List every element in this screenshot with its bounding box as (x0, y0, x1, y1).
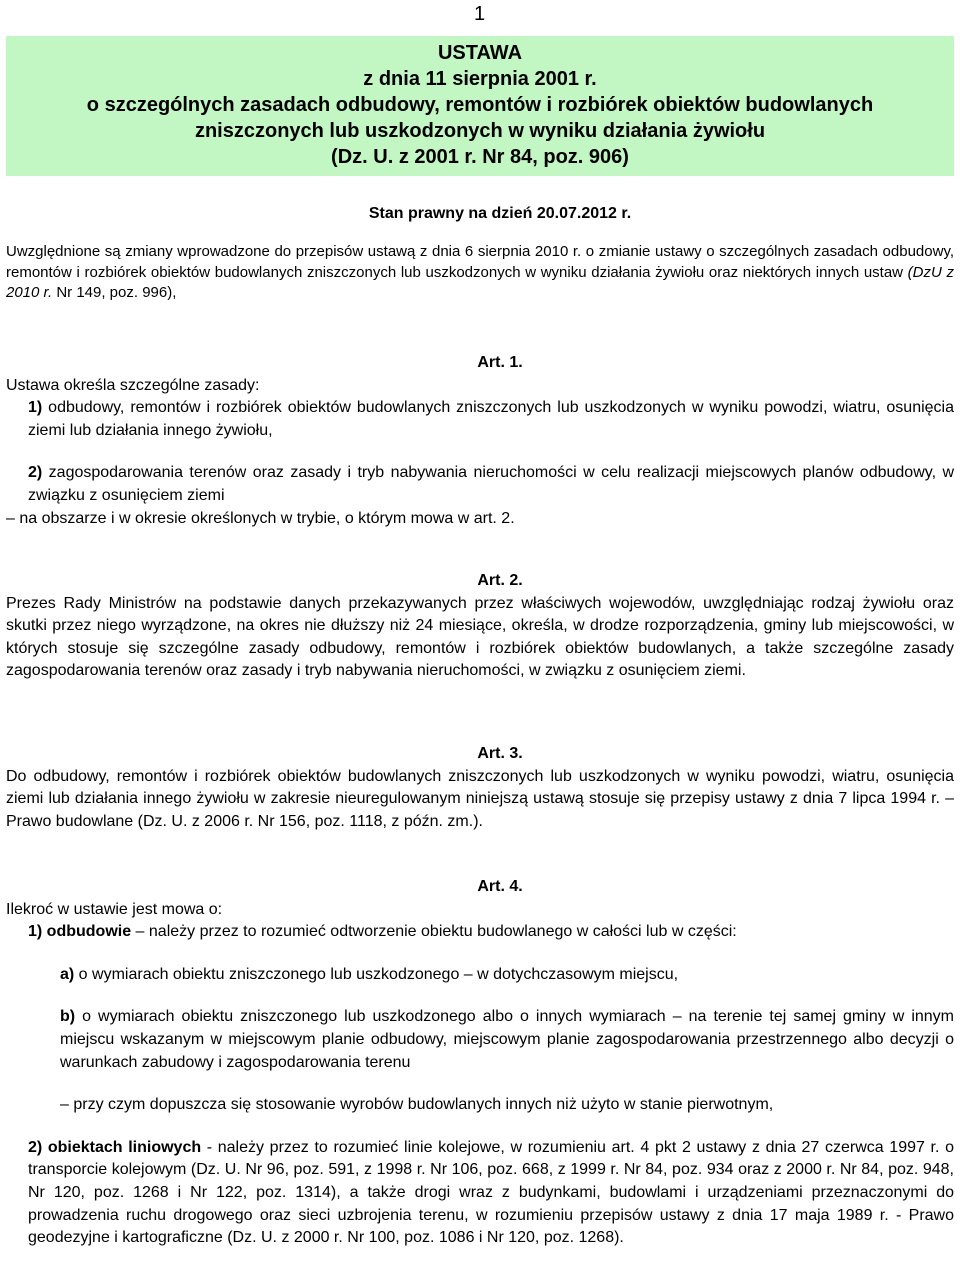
amendment-note-italic: (DzU z 2010 r. (6, 263, 954, 301)
article-4 (6, 876, 954, 1250)
article-2 (6, 570, 954, 683)
article-2-title: Art. 2. (477, 572, 523, 589)
article-1-closing: – na obszarze i w okresie określonych w trybie, o którym mowa w art. 2. (6, 509, 515, 527)
article-4-item-1-a (6, 964, 954, 987)
item-text: zagospodarowania terenów oraz zasady i tryb nabywania nieruchomości w celu realizacji miejscowych planów odbudowy, w związku z osunięciem ziemi (28, 464, 954, 504)
definition-text: – należy przez to rozumieć odtworzenie obiektu budowlanego w całości lub w części: (131, 923, 737, 941)
article-4-item-2 (6, 1137, 954, 1250)
article-4-intro: Ilekroć w ustawie jest mowa o: (6, 900, 223, 918)
act-date: z dnia 11 sierpnia 2001 r. (363, 68, 597, 90)
article-4-item-1 (6, 921, 954, 944)
article-1 (6, 352, 954, 530)
act-title-line-1: o szczególnych zasadach odbudowy, remontów i rozbiórek obiektów budowlanych (86, 94, 874, 116)
article-4-item-1-dash: – przy czym dopuszcza się stosowanie wyrobów budowlanych innych niż użyto w stanie pierwotnym, (60, 1096, 774, 1114)
article-3-text: Do odbudowy, remontów i rozbiórek obiektów budowlanych zniszczonych lub uszkodzonych w wyniku powodzi, wiatru, osunięcia ziemi lub działania innego żywiołu w zakresie nieuregulowanym niniejszą ustawą stosuje się przepisy ustawy z dnia 7 lipca 1994 r. – Prawo budowlane (Dz. U. z 2006 r. Nr 156, poz. 1118, z późn. zm.). (6, 767, 954, 830)
letter-label: b) (60, 1008, 76, 1026)
letter-text: o wymiarach obiektu zniszczonego lub uszkodzonego – w dotychczasowym miejscu, (74, 965, 679, 983)
act-header (6, 36, 954, 176)
act-title-line-2: zniszczonych lub uszkodzonych w wyniku działania żywiołu (194, 120, 766, 142)
article-1-intro: Ustawa określa szczególne zasady: (6, 376, 260, 394)
legal-status-title: Stan prawny na dzień 20.07.2012 r. (368, 205, 632, 222)
act-journal-reference: (Dz. U. z 2001 r. Nr 84, poz. 906) (331, 146, 629, 168)
article-1-title: Art. 1. (477, 354, 523, 371)
legal-status (6, 204, 954, 304)
page-number: 1 (474, 3, 486, 25)
defined-term: 2) obiektach liniowych (28, 1138, 202, 1156)
article-2-text: Prezes Rady Ministrów na podstawie danych przekazywanych przez właściwych wojewodów, uwzględniając rodzaj żywiołu oraz skutki przez niego wyrządzone, na okres nie dłuższy niż 24 miesiące, określa, w drodze rozporządzenia, gminy lub miejscowości, w których stosuje się szczególne zasady odbudowy, remontów i rozbiórek obiektów budowlanych, a także szczególne zasady zagospodarowania terenów oraz zasady i tryb nabywania nieruchomości, w związku z osunięciem ziemi. (6, 594, 954, 680)
amendment-note-tail: Nr 149, poz. 996), (52, 284, 177, 301)
amendment-note-text: Uwzględnione są zmiany wprowadzone do przepisów ustawą z dnia 6 sierpnia 2010 r. o zmianie ustawy o szczególnych zasadach odbudowy, remontów i rozbiórek obiektów budowlanych zniszczonych lub uszkodzonych w wyniku działania żywiołu oraz niektórych innych ustaw (6, 243, 954, 281)
article-1-item-1 (6, 397, 954, 442)
item-number: 1) (28, 399, 43, 417)
letter-label: a) (60, 965, 75, 983)
item-number: 2) (28, 464, 43, 482)
article-4-title: Art. 4. (477, 878, 523, 895)
act-type: USTAWA (437, 42, 523, 64)
article-3 (6, 743, 954, 833)
article-4-item-1-b (6, 1006, 954, 1074)
defined-term: 1) odbudowie (28, 923, 132, 941)
definition-text: - należy przez to rozumieć linie kolejowe, w rozumieniu art. 4 pkt 2 ustawy z dnia 27 czerwca 1997 r. o transporcie kolejowym (Dz. U. Nr 96, poz. 591, z 1998 r. Nr 106, poz. 668, z 1999 r. Nr 84, poz. 934 oraz z 2000 r. Nr 84, poz. 948, Nr 120, poz. 1268 i Nr 122, poz. 1314), a także drogi wraz z budynkami, budowlami i urządzeniami przeznaczonymi do prowadzenia ruchu drogowego oraz sieci uzbrojenia terenu, w rozumieniu przepisów ustawy z dnia 17 maja 1989 r. - Prawo geodezyjne i kartograficzne (Dz. U. z 2000 r. Nr 100, poz. 1086 i Nr 120, poz. 1268). (28, 1138, 954, 1247)
article-1-item-2 (6, 462, 954, 507)
item-text: odbudowy, remontów i rozbiórek obiektów budowlanych zniszczonych lub uszkodzonych w wyniku powodzi, wiatru, osunięcia ziemi lub działania innego żywiołu, (28, 399, 954, 439)
amendment-note (6, 242, 954, 304)
article-3-title: Art. 3. (477, 745, 523, 762)
letter-text: o wymiarach obiektu zniszczonego lub uszkodzonego albo o innych wymiarach – na terenie tej samej gminy w innym miejscu wskazanym w miejscowym planie odbudowy, miejscowym planie zagospodarowania przestrzennego albo decyzji o warunkach zabudowy i zagospodarowania terenu (60, 1008, 954, 1071)
